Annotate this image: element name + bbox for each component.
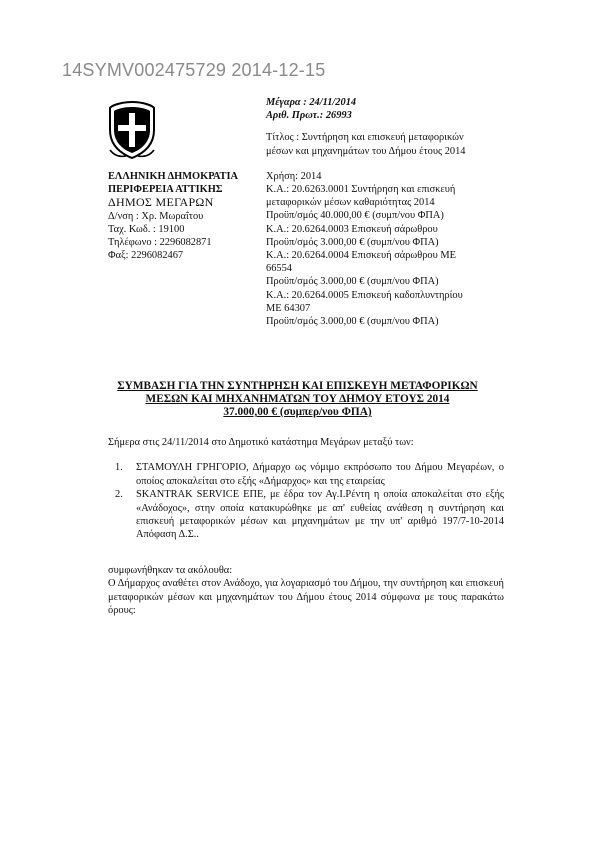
document-id: 14SYMV002475729 2014-12-15 [62, 60, 326, 80]
subject-line-1: Τίτλος : Συντήρηση και επισκευή μεταφορικών [266, 132, 464, 144]
contract-amount: 37.000,00 € (συμπερ/νου ΦΠΑ) [223, 406, 372, 418]
list-number: 1. [115, 462, 123, 474]
budget-line: 66554 [266, 263, 292, 275]
list-item [108, 461, 504, 488]
protocol-number: Αριθ. Πρωτ.: 26993 [266, 110, 352, 122]
budget-line: Προϋπ/σμός 3.000,00 € (συμπ/νου ΦΠΑ) [266, 316, 439, 328]
list-number: 2. [115, 489, 123, 501]
budget-line: Κ.Α.: 20.6264.0003 Επισκευή σάρωθρου [266, 223, 438, 235]
issuing-authority [108, 170, 238, 262]
budget-line: Προϋπ/σμός 3.000,00 € (συμπ/νου ΦΠΑ) [266, 276, 439, 288]
budget-line: Κ.Α.: 20.6264.0005 Επισκευή καδοπλυντηρίου [266, 289, 463, 301]
authority-line-2: ΠΕΡΙΦΕΡΕΙΑ ΑΤΤΙΚΗΣ [108, 184, 223, 196]
budget-line: μεταφορικών μέσων καθαριότητας 2014 [266, 197, 435, 209]
authority-phone: Τηλέφωνο : 2296082871 [108, 237, 212, 249]
list-item [108, 488, 504, 542]
budget-line: Κ.Α.: 20.6264.0004 Επισκευή σάρωθρου ΜΕ [266, 250, 456, 262]
party-text: ΣΤΑΜΟΥΛΗ ΓΡΗΓΟΡΙΟ, Δήμαρχο ως νόμιμο εκπρόσωπο του Δήμου Μεγαρέων, ο οποίος αποκαλείται στο εξής «Δήμαρχος» και της εταιρείας [136, 462, 504, 487]
budget-line: Κ.Α.: 20.6263.0001 Συντήρηση και επισκευή [266, 184, 456, 196]
greek-coat-of-arms-icon [106, 100, 158, 160]
authority-postal-code: Ταχ. Κωδ. : 19100 [108, 223, 185, 235]
contract-title-line-1: ΣΥΜΒΑΣΗ ΓΙΑ ΤΗΝ ΣΥΝΤΗΡΗΣΗ ΚΑΙ ΕΠΙΣΚΕΥΗ ΜΕΤΑΦΟΡΙΚΩΝ [117, 380, 478, 392]
parties-list [108, 461, 504, 541]
budget-line: Προϋπ/σμός 3.000,00 € (συμπ/νου ΦΠΑ) [266, 236, 439, 248]
authority-line-1: ΕΛΛΗΝΙΚΗ ΔΗΜΟΚΡΑΤΙΑ [108, 171, 239, 182]
contract-title [60, 380, 535, 419]
assignment-paragraph: Ο Δήμαρχος αναθέτει στον Ανάδοχο, για λογαριασμό του Δήμου, την συντήρηση και επισκευή μεταφορικών μέσων και μηχανημάτων του Δήμου έτους 2014 σύμφωνα με τους παρακάτω όρους: [108, 578, 504, 617]
contract-body [108, 436, 504, 617]
party-text: SKANTRAK SERVICE ΕΠΕ, με έδρα τον Αγ.Ι.Ρέντη η οποία αποκαλείται στο εξής «Ανάδοχος», στην οποία κατακυρώθηκε με απ' ευθείας ανάθεση η συντήρηση και επισκευή μεταφορικών μέσων και μηχανημάτων με την υπ' αριθμό 197/7-10-2014 Απόφαση Δ.Σ.. [136, 489, 504, 541]
intro-paragraph: Σήμερα στις 24/11/2014 στο Δημοτικό κατάστημα Μεγάρων μεταξύ των: [108, 437, 414, 448]
place-date: Μέγαρα : 24/11/2014 [266, 97, 357, 108]
authority-line-3: ΔΗΜΟΣ ΜΕΓΑΡΩΝ [108, 195, 214, 210]
budget-line: Χρήση: 2014 [266, 170, 322, 182]
header-info [266, 96, 516, 328]
authority-address: Δ/νση : Χρ. Μωραΐτου [108, 210, 204, 222]
contract-title-line-2: ΜΕΣΩΝ ΚΑΙ ΜΗΧΑΝΗΜΑΤΩΝ ΤΟΥ ΔΗΜΟΥ ΕΤΟΥΣ 2014 [145, 393, 450, 405]
authority-fax: Φαξ: 2296082467 [108, 250, 184, 262]
budget-line: ΜΕ 64307 [266, 302, 311, 314]
subject-line-2: μέσων και μηχανημάτων του Δήμου έτους 2014 [266, 145, 466, 157]
budget-line: Προϋπ/σμός 40.000,00 € (συμπ/νου ΦΠΑ) [266, 210, 444, 222]
agreed-heading: συμφωνήθηκαν τα ακόλουθα: [108, 564, 233, 576]
